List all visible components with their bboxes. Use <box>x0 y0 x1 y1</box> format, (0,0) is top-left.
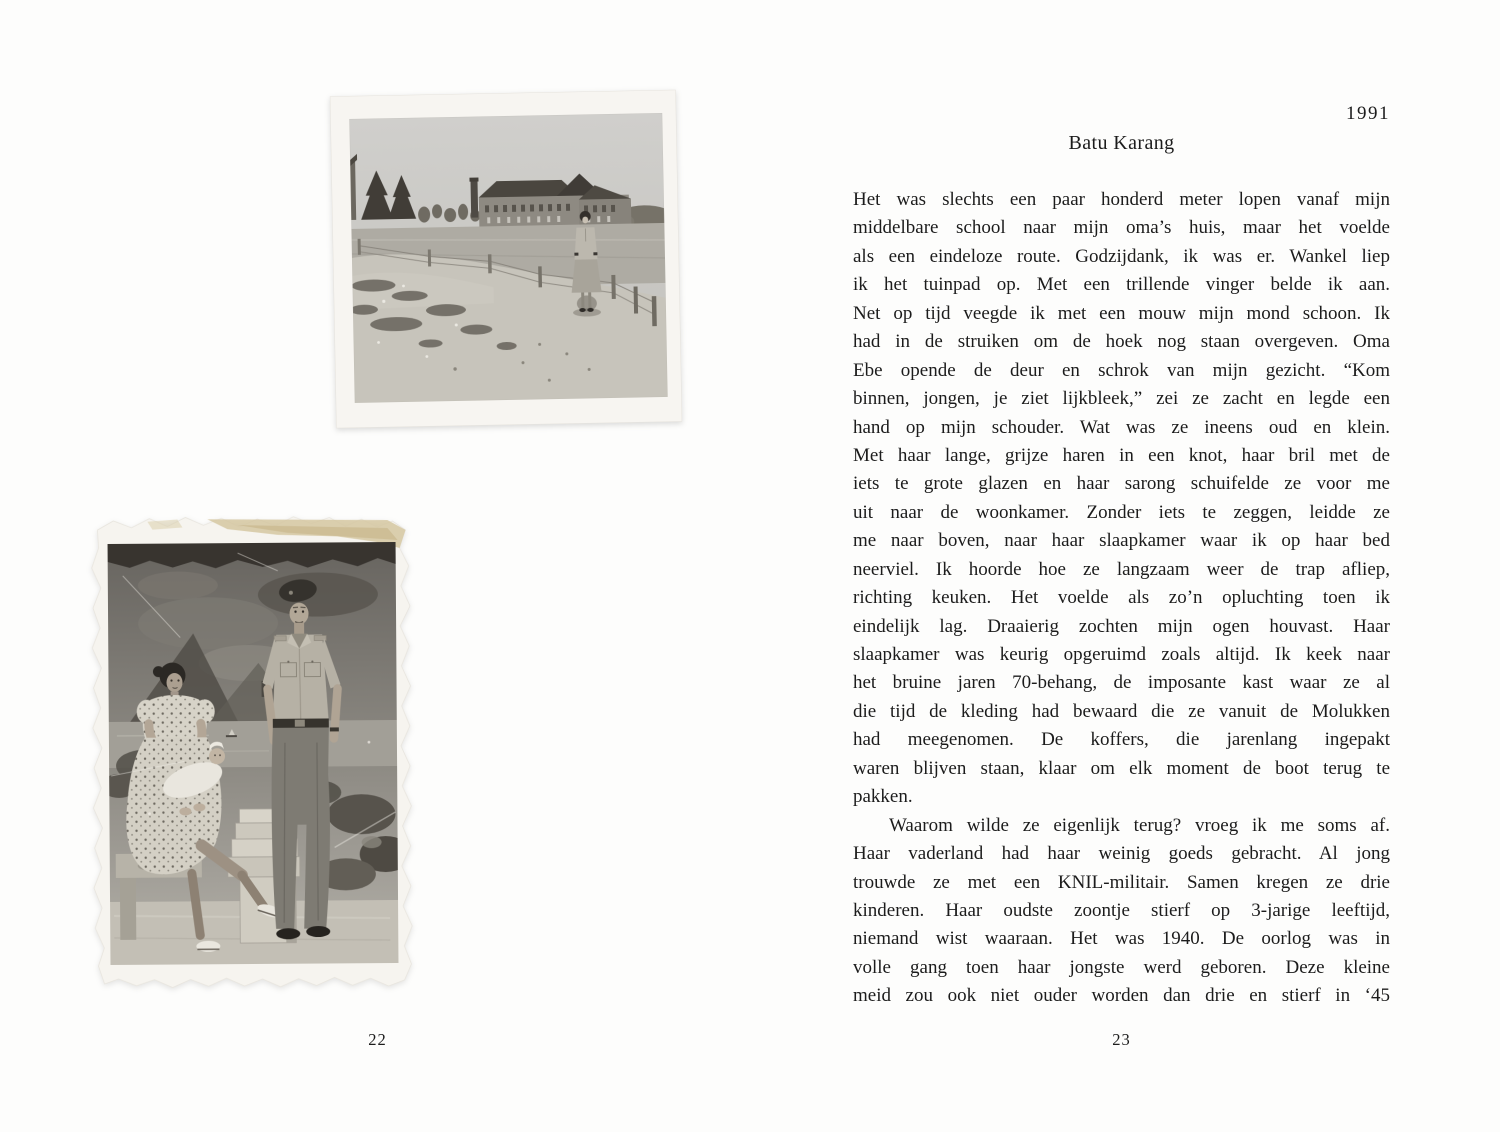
text-line: binnen, jongen, je ziet lijkbleek,” zei ze zacht en legde een <box>853 388 1390 410</box>
text-line: Met haar lange, grijze haren in een knot, haar bril met de <box>853 444 1390 466</box>
text-line: iets te grote glazen en haar sarong schuifelde ze voor me <box>853 473 1390 495</box>
text-line: Ebe opende de deur en schrok van mijn gezicht. “Kom <box>853 359 1390 381</box>
text-line: Net op tijd veegde ik met een mouw mijn mond schoon. Ik <box>853 302 1390 324</box>
text-line: niemand wist waaraan. Het was 1940. De oorlog was in <box>853 928 1390 950</box>
text-line: volle gang toen haar jongste werd geboren. Deze kleine <box>853 956 1390 978</box>
text-line: had in de struiken om de hoek nog staan overgeven. Oma <box>853 331 1390 353</box>
body-text <box>853 186 1390 1011</box>
text-line: Het was slechts een paar honderd meter lopen vanaf mijn <box>853 189 1390 210</box>
field-photo-image <box>330 90 682 429</box>
page-number-left: 22 <box>368 1030 387 1049</box>
text-line: meid zou ook niet ouder worden dan drie en stierf in ‘45 <box>853 985 1390 1007</box>
text-line: kinderen. Haar oudste zoontje stierf op 3-jarige leeftijd, <box>853 899 1390 921</box>
text-line: Waarom wilde ze eigenlijk terug? vroeg ik me soms af. <box>889 814 1390 836</box>
text-line: als een eindeloze route. Godzijdank, ik was er. Wankel liep <box>853 245 1390 267</box>
text-line: slaapkamer was keurig opgeruimd zoals altijd. Ik keek naar <box>853 644 1390 665</box>
text-line: me naar boven, naar haar slaapkamer waar ik op haar bed <box>853 530 1390 552</box>
text-line: hand op mijn schouder. Wat was ze ineens oud en klein. <box>853 416 1390 438</box>
field-photo <box>330 90 682 429</box>
text-line: pakken. <box>853 786 913 808</box>
chapter-title: Batu Karang <box>1068 132 1175 154</box>
text-line: die tijd de kleding had bewaard die ze vanuit de Molukken <box>853 700 1390 722</box>
text-line: had meegenomen. De koffers, die jarenlang ingepakt <box>853 729 1390 751</box>
text-line: ik het tuinpad op. Met een trillende vinger belde ik aan. <box>853 274 1390 296</box>
chimney <box>470 180 478 218</box>
page-number-right: 23 <box>1112 1030 1131 1049</box>
text-line: Haar vaderland had haar weinig goeds gebracht. Al jong <box>853 843 1390 865</box>
text-line: uit naar de woonkamer. Zonder iets te zeggen, leidde ze <box>853 501 1390 523</box>
text-line: middelbare school naar mijn oma’s huis, maar het voelde <box>853 217 1390 239</box>
text-line: waren blijven staan, klaar om elk moment de boot terug te <box>853 757 1390 779</box>
text-line: richting keuken. Het voelde als zo’n opluchting toen ik <box>853 587 1390 609</box>
text-line: eindelijk lag. Draaierig zochten mijn ogen houvast. Haar <box>853 615 1390 637</box>
text-line: het bruine jaren 70-behang, de imposante kast waar ze al <box>853 672 1390 694</box>
family-portrait-image <box>87 512 416 992</box>
text-line: neerviel. Ik hoorde hoe ze langzaam weer de trap afliep, <box>853 558 1390 580</box>
portrait-scene <box>100 542 413 965</box>
text-line: trouwde ze met een KNIL-militair. Samen kregen ze drie <box>853 871 1390 893</box>
field-photo-scene <box>340 113 677 403</box>
family-portrait-photo <box>87 512 416 992</box>
chapter-year: 1991 <box>1346 103 1390 124</box>
